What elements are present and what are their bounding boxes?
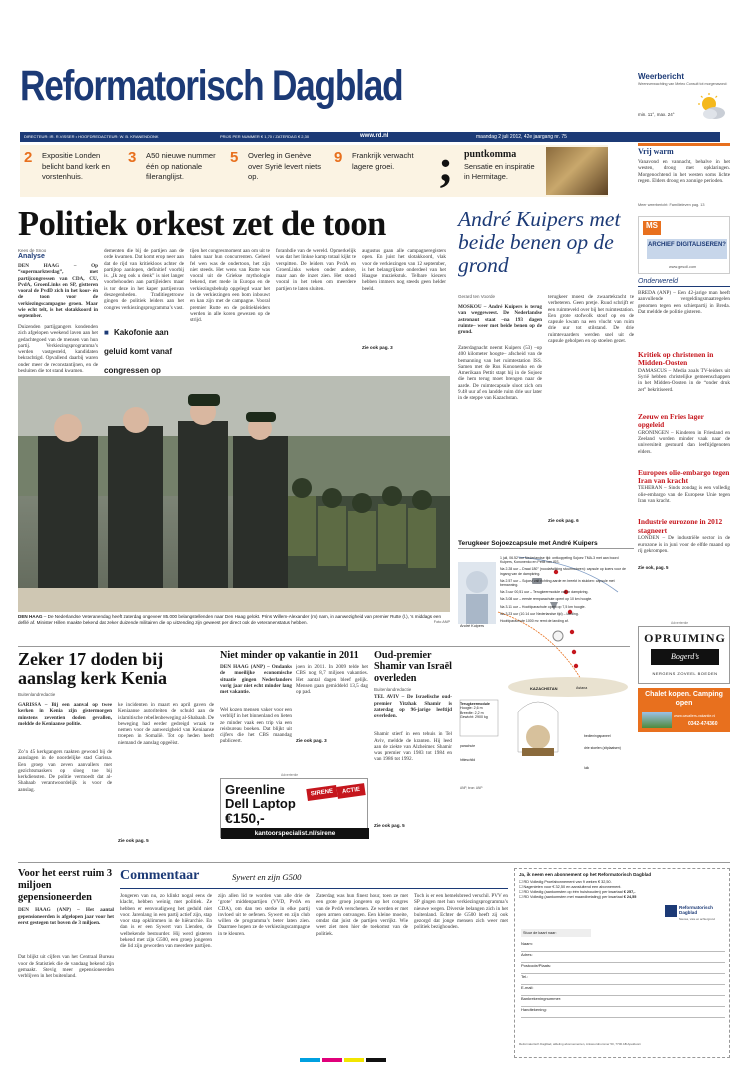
opruiming-ad[interactable] xyxy=(638,621,730,684)
semicolon-icon: ; xyxy=(438,140,454,191)
sojoez-title: Terugkeer Sojoezcapsule met André Kuipers xyxy=(458,540,634,549)
masthead-directie: DIRECTEUR: IR. R.VISSER • HOOFDREDACTEUR: W. B. KRANENDONK xyxy=(24,134,159,139)
vakantie-article xyxy=(220,650,368,780)
label-parachute: parachute xyxy=(460,744,476,748)
vakantie-body: Wel kozen mensen vaker voor een verblijf in het binnenland en lieten ze minder vaak een trip via een reisbureau boeken. Dat blijkt uit cijfers die het CBS maandag publiceert. xyxy=(220,707,292,745)
kenia-intro: GARISSA – Bij een aanval op twee kerken in Kenia zijn gistermorgen minstens zeventien doden gevallen, meldde de Keniaanse politie. xyxy=(18,702,112,727)
puntkomma-teaser[interactable] xyxy=(438,140,608,195)
news-brief: DAMASCUS – Media zoals TV-leiders uit Syrië hebben christelijke gemeenschappen in het Midden-Oosten in de “onder druk zet” bekritiseerd. xyxy=(638,367,730,393)
teaser-number: 3 xyxy=(128,149,137,166)
vakantie-col-2 xyxy=(296,664,368,776)
kuipers-intro: MOSKOU – André Kuipers is terug van weggeweest. De Nederlandse astronaut staat –na 193 dagen ruimte– weer met beide benen op de grond. xyxy=(458,304,542,336)
cmyk-black xyxy=(366,1058,386,1062)
shamir-see-also: Zie ook pag. 5 xyxy=(374,823,405,829)
field-label: Bankrekeningnummer: xyxy=(521,996,562,1001)
kenia-kicker: Buitenlandredactie xyxy=(18,692,56,697)
teaser-item[interactable] xyxy=(24,149,124,195)
option-label: RD Volledig (aankomsten met maandbetaling) per kwartaal xyxy=(523,895,623,899)
rd-logo-icon xyxy=(665,905,677,917)
pensioen-article xyxy=(18,868,114,1058)
sojoez-infographic xyxy=(458,540,634,798)
label-bediening: bedieningspaneel xyxy=(584,734,611,738)
main-kicker: Kees de Snoo xyxy=(18,248,47,253)
teaser-text: A50 nieuwe nummer één op nationale fileranglijst. xyxy=(146,151,216,181)
commentaar-col-3: Zaterdag was hun finest hour, toen ze met een grote groep jongeren op het congres van de PvdA verschenen. Ze werden er met open armen ontvangen. Een kleine moeite, omdat dat juist de partijen verrijkt. Wie weet ziet men hier de toekomst van de politiek. xyxy=(316,893,408,937)
form-field[interactable] xyxy=(521,996,725,1007)
hr-bottom xyxy=(18,862,730,863)
kenia-body: Zo’n 45 kerkgangers raakten gewond bij de aanslagen in de noordelijke stad Garissa. Een groep van zeven aanvallers met gezichtsmaskers op sloeg toe bij kerkdiensten. De politie vermoedt dat al-Shabaab verantwoordelijk is voor de aanslag. xyxy=(18,749,112,793)
kenia-body-2: ke incidenten in maart en april gaven de Keniaanse autoriteiten de schuld aan de islamitische rebellenbeweging al-Shabaab. De beweging had eerder gedreigd wraak te nemen voor de aanwezigheid van Keniaanse troepen in Somalië. Tot op heden heeft niemand de aanslag opgeëist. xyxy=(118,702,214,746)
field-label: Adres: xyxy=(521,952,533,957)
kuipers-see-also: Zie ook pag. 6 xyxy=(548,518,579,523)
form-field[interactable] xyxy=(521,974,725,985)
commentaar-col-1: Jongeren van nu, zo klinkt nogal eens de klacht, hebben weinig met politiek. Ze hebben er eenvoudigweg het geduld niet voor. Jarenlang in een partij actief zijn, stap voor stap opklimmen in de hiërarchie. En dan is er een Sywert van Lienden, de welbekende bestuurder. Hij werd gisteren bekend met zijn G500, een groep jongeren die lid zijn geworden van meerdere partijen. xyxy=(120,893,212,950)
sojoez-step: 1 juli, 06.52 uur Nederlandse tijd: ontkoppeling Sojoez TMA-3 met aan boord Kuipers, Kononenko en Pettit van ISS. xyxy=(500,556,619,565)
ms-ad-line: ARCHIEF DIGITALISEREN? xyxy=(647,239,727,259)
caption-text: – De Nederlandse Veteranendag heeft zaterdag ongeveer 85.000 belangstellenden naar Den Haag gelokt. Prins Willem-Alexander (m) nam, in aanwezigheid van premier Rutte (l.), ’s middags een defilé af. Minister Hillen maakte bekend dat zeker duizende militairen die op uitzending zijn geweest per direct ook de veteranenstatus hebben. xyxy=(18,614,442,625)
main-body-3: tijen het congresmoment aan om uit te halen naar hun concurrenten. Geheel fel wen was de ondertoon, het zijn niet steeds. Het wens van Rutte was vooral uit de Griekse mythologie bekend, met mede in Europa en de verkiezingsbehulp opgelegd waar het in de verkiezingen een bom inbouwt en kan zijn met de campagne. Vooral premier Rutte en de politiekleiders werden in alle koren gewezen op de strijd. xyxy=(190,248,270,324)
rd-brand-name: Reformatorisch Dagblad xyxy=(679,905,713,916)
laptop-ad[interactable] xyxy=(220,773,368,838)
masthead-title: Reformatorisch Dagblad xyxy=(20,62,403,110)
subscribe-options xyxy=(519,880,727,900)
kuipers-body-2: terugkeer moest de zwaartekracht te verbeteren. Geen pretje. Ruud schrijft er een ruimteveld over bij het ruimtestation. Een grote stofwolk stoof op en de capsule kwam na een vlucht van ruim drie uur tot stilstand. De drie ruimtevaarders werden snel uit de capsule geholpen en op stoelen gezet. xyxy=(548,294,634,345)
pensioen-body: Dat blijkt uit cijfers van het Centraal Bureau voor de Statistiek die de vandaag bekend zijn gemaakt. Stevig meer gepensioneerden verblijven in het buitenland. xyxy=(18,954,114,980)
field-label: Handtekening: xyxy=(521,1007,547,1012)
astana-label: Astana xyxy=(576,686,588,690)
shamir-intro: TEL AVIV – De Israelische oud-premier Yitzhak Shamir is zaterdag op 96-jarige leeftijd overleden. xyxy=(374,694,452,720)
checkbox-icon[interactable]: ☐ xyxy=(519,880,523,884)
teaser-text: Overleg in Genève over Syrië levert niets op. xyxy=(248,151,322,181)
vakantie-body-2: joen in 2011. In 2009 telde het CBS nog 8,7 miljoen vakanties. Het aantal dagen bleef gelijk. Mensen gaan gemiddeld 13,5 dag op pad. xyxy=(296,664,368,696)
cmyk-magenta xyxy=(322,1058,342,1062)
sojoez-step: Na 2.28 uur – Draai 180° (noodafwijking stuurmotoren): capsule op koers voor de ingang van de dampkring. xyxy=(500,567,626,576)
label-luik: luik xyxy=(584,766,590,770)
brief-headline: Europees olie-embargo tegen Iran van kracht xyxy=(638,467,730,486)
masthead-bar xyxy=(20,132,720,142)
shamir-kicker: Buitenlandredactie xyxy=(374,687,412,693)
weather-image xyxy=(638,143,730,146)
chalet-ad[interactable] xyxy=(638,688,730,732)
teaser-item[interactable] xyxy=(334,149,434,195)
weather-detail xyxy=(638,143,730,215)
weather-headline: Vrij warm xyxy=(638,147,674,156)
vakantie-headline: Niet minder op vakantie in 2011 xyxy=(220,650,359,661)
news-brief: TEHERAN – Sinds zondag is een volledig olie-embargo van de Europese Unie tegen Iran van kracht. xyxy=(638,485,730,505)
form-fields xyxy=(521,941,725,1018)
commentaar-col-2: zijn allen lid te worden van alle drie de ‘grote’ middenpartijen (VVD, PvdA en CDA), om dan ten sterke in elke partij invloed uit te oefenen. Sywert en zijn club willen de programma’s beter laten zien. Daarmee hopen ze de verkiezingscampagne in te kleuren. xyxy=(218,893,310,937)
commentaar-rule xyxy=(120,888,508,889)
cmyk-yellow xyxy=(344,1058,364,1062)
kenia-see-also: Zie ook pag. 5 xyxy=(118,838,149,843)
commentaar-title: Sywert en zijn G500 xyxy=(232,872,302,882)
caption-lead: DEN HAAG xyxy=(18,614,43,619)
form-field[interactable] xyxy=(521,985,725,996)
onderwereld-title: Onderwereld xyxy=(638,278,730,287)
chalet-title: Chalet kopen. Camping open xyxy=(645,691,723,707)
onderwereld-column xyxy=(638,278,730,578)
main-col-5 xyxy=(362,248,446,370)
laptop-url[interactable]: kantoorspecialist.nl/sirene xyxy=(221,828,369,839)
checkbox-icon[interactable]: ☐ xyxy=(519,885,523,889)
sojoez-step: Na 2.57 uur – Sojoez valt richting aarde en breekt in stukken: capsule met bemanning. xyxy=(500,578,615,588)
checkbox-icon[interactable]: ☐ xyxy=(519,895,523,899)
subscribe-title: Ja, ik neem een abonnement op het Reformatorisch Dagblad xyxy=(519,872,652,877)
puntkomma-text: Sensatie en inspiratie in Hermitage. xyxy=(464,162,535,181)
shamir-headline: Oud-premier Shamir van Israël overleden xyxy=(374,650,452,684)
shamir-article xyxy=(374,650,452,840)
kuipers-col-2 xyxy=(548,294,634,532)
commentaar-section xyxy=(120,868,508,1058)
ad-tag: Advertentie xyxy=(671,621,689,625)
sojoez-step: Na 3.08 uur – eerste remparachute opent op 10 km hoogte. xyxy=(500,597,593,602)
module-box xyxy=(460,702,504,720)
laptop-line-1: Greenline xyxy=(225,782,285,797)
onderwereld-see-also: Zie ook, pag. 5 xyxy=(638,565,669,571)
sirene-badge: SIRENE xyxy=(306,785,337,801)
sojoez-step: Na 3 uur 00,51 uur – Terugkeermodule valt in dampkring. xyxy=(500,590,589,595)
kuipers-col-1 xyxy=(458,304,542,532)
actie-badge: ACTIE xyxy=(336,783,365,799)
field-label: E-mail: xyxy=(521,985,534,990)
weather-text: Vanavond en vannacht, behalve in het westen, droog met opklaringen. Morgenochtend in het westen soms lichte regen. Elders droog en zonnige perioden. xyxy=(638,159,730,185)
shamir-body: Shamir stierf in een tehuis in Tel Aviv, meldde de kranten. Hij leed aan de ziekte van Alzheimer. Shamir was premier van 1983 tot 1984 en van 1986 tot 1992. xyxy=(374,731,452,763)
main-body-1: Duizenden partijgangers kondenden zich afgelopen weekend laven aan het gedachtegoed van de mensen van hun partij. Verkiezingsprogramma’s werden vastgesteld, kandidaten bekrachtigd. Opvallend daarbij waren onder meer de reconstantijnen, en de besluiten die tot stand kwamen. xyxy=(18,324,98,374)
weather-header xyxy=(638,72,728,134)
veteranendag-photo xyxy=(18,376,450,612)
module-spec: Breedte: 2,2 m xyxy=(460,710,484,715)
teaser-number: 2 xyxy=(24,149,33,166)
field-label: Naam: xyxy=(521,941,533,946)
news-brief: LONDEN – De industriële sector in de eurozone is in juni voor de elfde maand op rij gekrompen. xyxy=(638,535,730,554)
kuipers-kicker: Gerard ten Voorde xyxy=(458,294,496,299)
pullquote xyxy=(104,320,184,375)
ms-logo: MS xyxy=(643,221,661,235)
commentaar-col-4: Toch is er een hemelsbreed verschil. PVV en SP gingen met hun verkiezingsprogramma’s nieuwe wegen. Diversie belangen zich in het buitenland. Echter de G500 heeft zij ook gezorgd dat jonge mensen zich weer met politiek bezighouden. xyxy=(414,893,508,931)
square-bullet-icon: ■ xyxy=(104,328,109,337)
brief-headline: Zeeuw en Fries lager opgeleid xyxy=(638,411,704,430)
option-label: Nagenieten voor € 32,50 en aansluitend een abonnement. xyxy=(523,885,622,889)
photo-credit: Foto ANP xyxy=(433,619,450,624)
pensioen-intro: DEN HAAG (ANP) – Het aantal gepensioneerden is afgelopen jaar voor het eerst gestegen tot boven de 3 miljoen. xyxy=(18,907,114,926)
ad-tag: Advertentie xyxy=(281,773,299,777)
laptop-line-2: Dell Laptop xyxy=(225,796,296,811)
vakantie-col-1 xyxy=(220,664,292,776)
ms-ad-url[interactable]: www.gesoll.com xyxy=(669,265,697,269)
teaser-text: Expositie Londen belicht band kerk en vorstenhuis. xyxy=(42,151,110,181)
commentaar-label: Commentaar xyxy=(120,868,200,883)
masthead-edition: maandag 2 juli 2012, 42e jaargang nr. 75 xyxy=(476,133,567,140)
field-label: Tel.: xyxy=(521,974,529,979)
kazachstan-label: KAZACHSTAN xyxy=(530,686,558,691)
weather-title: Weerbericht xyxy=(638,72,685,81)
module-spec: Gewicht: 2900 kg xyxy=(460,715,488,720)
subscribe-option[interactable] xyxy=(519,895,727,900)
main-col-1 xyxy=(18,248,98,374)
form-field[interactable] xyxy=(521,941,725,952)
main-body-2: dementen die bij de partijen aan de orde kwamen. Dat komt erop neer aan dat de rijd van kritiekloos achter de partijtop aanlopen, definitief voorbij is. „Ik zeg ook u denk” is niet langer voorbehouden aan partijleiders maar is tor deze in het kaper partijenvan deszegenheden. Traditiegetrouw gingen de politiek leiders aan het congres verkiezingsprogramma’s vast. xyxy=(104,248,184,311)
option-price: € 24,55 xyxy=(623,895,637,899)
checkbox-icon[interactable]: ☐ xyxy=(519,890,523,894)
form-field[interactable] xyxy=(521,963,725,974)
main-intro: DEN HAAG – Op “supermarkterdag”, met partijcongressen van CDA, CU, PvdA, GroenLinks en SP, gistteren vooral de PvdD zich in het koor- én de toon voor de verkiezingscampagne groen. Maar wie echt telt, is het slotakkoord in september. xyxy=(18,263,98,320)
sojoez-step: Na 3.11 uur – Hoofdparachute opent op 7,5 km hoogte. xyxy=(500,604,586,609)
brief-headline: Kritiek op christenen in Midden-Oosten xyxy=(638,350,714,368)
hr-lower xyxy=(18,646,630,647)
teaser-item[interactable] xyxy=(230,149,330,195)
subscribe-footer: Reformatorisch Dagblad, afdeling abonnementen, Antwoordnummer 50, 7700 AB Apeldoorn xyxy=(519,1042,642,1046)
sun-cloud-icon xyxy=(696,92,726,122)
teaser-number: 9 xyxy=(334,149,343,166)
news-brief: BREDA (ANP) – Een 42-jarige man heeft aanvullende vergeldingsmaatregelen genomen tegen een schietpartij in Breda. Dat meldde de politie gisteren. xyxy=(638,290,730,315)
subscription-form xyxy=(514,868,730,1058)
field-head: Stuur de kaart naar: xyxy=(521,929,591,937)
sojoez-step: Na 3.23 uur (10.14 uur Nederlandse tijd) – landing. xyxy=(500,611,579,616)
option-label: RD Volledig Proefabonnement van 9 weken € 32,50. xyxy=(523,880,612,884)
news-brief: GRONINGEN – Kinderen in Friesland en Zeeland worden minder vaak naar de universiteit gestuurd dan leeftijdgenoten elders. xyxy=(638,429,730,455)
masthead-website[interactable]: www.rd.nl xyxy=(360,133,389,139)
weather-temps: min. 11°, max. 24° xyxy=(638,112,675,118)
weather-sub: Weersverwachting van Meteo Consult tot morgenavond: xyxy=(638,82,728,86)
main-see-also: Zie ook pag. 3 xyxy=(362,345,393,350)
field-label: Postcode/Plaats: xyxy=(521,963,552,968)
teaser-number: 5 xyxy=(230,149,239,166)
photo-caption xyxy=(18,614,450,625)
weather-credit: Meer weerbericht: Familieleven pag. 13 xyxy=(638,203,705,207)
masthead xyxy=(20,62,720,132)
module-title: Terugkeermodule xyxy=(460,702,490,706)
main-article xyxy=(18,248,448,375)
main-body-4: foranhdie van de wereld. Opmerkelijk was dat het linkse kamp totaal kijkt te verspitten. De leiders van PvdA en GroenLinks weken onder andere, maar aan de inzet zien. Het stond vooral in het teken om meerdere partijen te laten sluiten. xyxy=(276,248,356,292)
sojoez-credit: ANP, bron: ANP xyxy=(460,786,483,790)
teaser-text: Frankrijk verwacht lagere groei. xyxy=(352,151,414,171)
chalet-phone: 0342-474360 xyxy=(688,721,718,727)
hermitage-image xyxy=(546,147,608,195)
main-body-5: augustus gaan alle campagneregisters open. En juist het slotakkoord, vlak voor de verkiezingen van 12 september, is het belangrijkste onderdeel van het Haagse muziekstuk. Telbare kiezers hebben immers nog steeds geen helder beeld. xyxy=(362,248,446,292)
chalet-url[interactable]: www.cavaliers-vakantie.nl xyxy=(674,714,716,718)
cmyk-cyan xyxy=(300,1058,320,1062)
kenia-headline: Zeker 17 doden bij aanslag kerk Kenia xyxy=(18,649,168,688)
ms-ad[interactable] xyxy=(638,216,730,274)
laptop-price: €150,- xyxy=(225,810,265,826)
teaser-item[interactable] xyxy=(128,149,228,195)
brief-headline: Industrie eurozone in 2012 stagneert xyxy=(638,517,723,535)
kuipers-body-1: Zaterdagnacht neemt Kuipers (53) –op 400 kilometer hoogte– afscheid van de bemanning van het ruimtestation ISS. Samen met de Rus Kononenko en de Amerikaan Pettit stapt hij in de Sojoez die hem terug moet brengen naar de aarde. De ruimtecapsule sloot zich om 9.48 uur af en landde ruim drie uur later in de steppe van Kazachstan. xyxy=(458,345,542,402)
kenia-col-2 xyxy=(118,702,214,852)
masthead-price: PRIJS PER NUMMER € 1,70 / ZATERDAG € 2,30 xyxy=(220,134,310,139)
vakantie-see-also: Zie ook pag. 3 xyxy=(296,738,327,743)
astronaut-label: André Kuipers xyxy=(460,624,485,628)
pullquote-text: Kakofonie aan geluid komt vanaf congressen op xyxy=(104,328,173,375)
vakantie-intro: DEN HAAG (ANP) – Ondanks de moeilijke economische situatie gingen Nederlanders vorig jaar niet echt minder lang met vakantie. xyxy=(220,664,292,696)
sojoez-steps xyxy=(500,556,630,623)
module-spec: Hoogte: 2,6 m xyxy=(460,706,483,711)
rd-brand-sub: Nieuws, visie en achtergrond xyxy=(679,917,715,921)
teaser-strip xyxy=(20,140,608,197)
sojoez-step: Hoofdparachute 1000 m² remt de landing af. xyxy=(500,619,569,624)
chalet-image xyxy=(642,712,672,728)
opruiming-brand: Bogerd’s xyxy=(651,649,719,665)
kuipers-article xyxy=(458,294,634,534)
puntkomma-title: puntkomma xyxy=(464,149,517,160)
main-headline: Politiek orkest zet de toon xyxy=(18,205,386,243)
kenia-article xyxy=(18,650,214,860)
opruiming-title: OPRUIMING xyxy=(644,631,726,645)
main-label: Analyse xyxy=(18,253,45,260)
option-price: € 257,- xyxy=(623,890,636,894)
registration-marks xyxy=(300,1058,440,1064)
opruiming-sub: NERGENS ZOVEEL BOEDEN xyxy=(652,671,718,676)
kenia-col-1 xyxy=(18,702,112,852)
label-hitteschild: hitteschild xyxy=(460,758,476,762)
form-field[interactable] xyxy=(521,1007,725,1018)
form-field[interactable] xyxy=(521,952,725,963)
option-label: RD Volledig (aankomsten op één huishouden) per kwartaal xyxy=(523,890,623,894)
kuipers-headline: André Kuipers met beide benen op de grond xyxy=(458,207,621,277)
rd-brand xyxy=(665,905,729,923)
pensioen-headline: Voor het eerst ruim 3 miljoen gepensioneerden xyxy=(18,868,113,903)
label-stoelen: drie stoelen (zitplaatsen) xyxy=(584,746,621,750)
